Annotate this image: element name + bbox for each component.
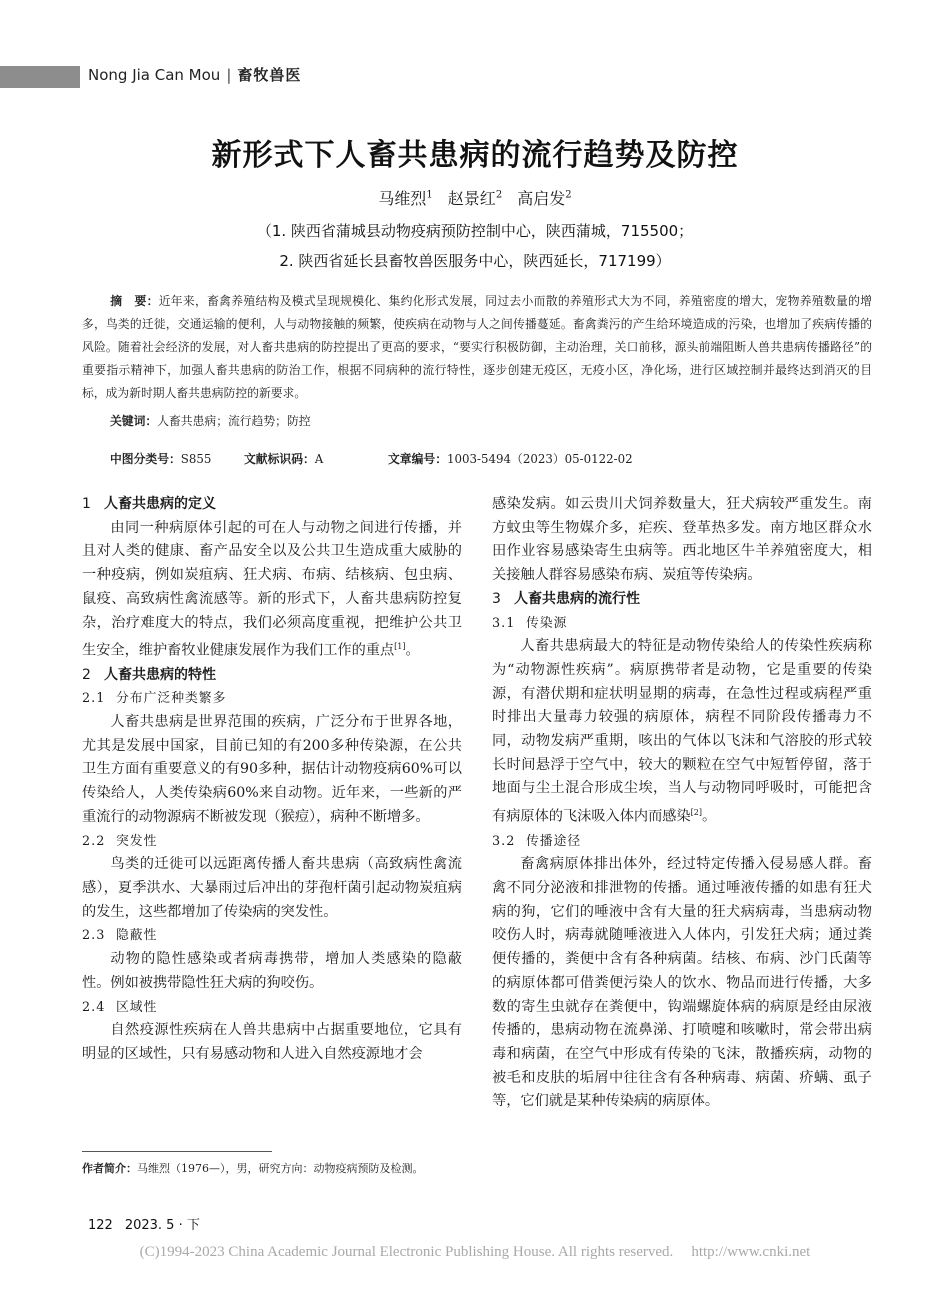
page-number: 122 (88, 1218, 113, 1233)
paragraph: 人畜共患病最大的特征是动物传染给人的传染性疾病称为“动物源性疾病”。病原携带者是动物，它是重要的传染源，有潜伏期和症状明显期的病毒，在急性过程或病程严重时排出大量毒力较强的病原体，病程不同阶段传播毒力不同，动物发病严重期，咳出的气体以飞沫和气溶胶的形式较长时间悬浮于空气中，较大的颗粒在空气中短暂停留，落于地面与尘土混合形成尘埃，当人与动物同呼吸时，可能把含有病原体的飞沫吸入体内而感染[2]。 (492, 638, 872, 825)
issue-info: 2023. 5 · 下 (124, 1218, 200, 1233)
page-footer (88, 1214, 200, 1233)
footnote-text: 马维烈（1976—），男，研究方向：动物疫病预防及检测。 (137, 1162, 424, 1175)
copyright-text: (C)1994-2023 China Academic Journal Electronic Publishing House. All rights reserved. (139, 1244, 674, 1260)
keywords-label: 关键词： (110, 414, 158, 428)
article-title: 新形式下人畜共患病的流行趋势及防控 (211, 138, 739, 173)
subsection-heading: 3.2 传播途径 (492, 833, 582, 849)
footnote-rule (82, 1151, 272, 1152)
right-column (492, 493, 872, 1114)
subsection-heading: 3.1 传染源 (492, 615, 568, 631)
left-column (82, 493, 462, 1067)
paragraph: 由同一种病原体引起的可在人与动物之间进行传播，并且对人类的健康、畜产品安全以及公共卫生造成重大威胁的一种疫病，例如炭疽病、狂犬病、布病、结核病、包虫病、鼠疫、高致病性禽流感等。新的形式下，人畜共患病防控复杂，治疗难度大的特点，我们必须高度重视，把维护公共卫生安全，维护畜牧业健康发展作为我们工作的重点[1]。 (82, 519, 462, 659)
affiliation-line: 2. 陕西省延长县畜牧兽医服务中心，陕西延长，717199） (279, 252, 671, 270)
section-name: 畜牧兽医 (237, 66, 302, 84)
subsection-heading: 2.1 分布广泛种类繁多 (82, 691, 227, 707)
clc-number: S855 (180, 452, 212, 466)
keywords (110, 412, 311, 429)
doc-code-label: 文献标识码： (244, 452, 315, 466)
citation: [2] (690, 808, 702, 818)
journal-name: Nong Jia Can Mou (88, 66, 221, 84)
paragraph-continued: 感染发病。如云贵川犬饲养数量大，狂犬病较严重发生。南方蚊虫等生物媒介多，疟疾、登革热多发。南方地区群众水田作业容易感染寄生虫病等。西北地区牛羊养殖密度大，相关接触人群容易感染布病、炭疽等传染病。 (492, 496, 872, 584)
paragraph: 鸟类的迁徙可以远距离传播人畜共患病（高致病性禽流感），夏季洪水、大暴雨过后冲出的芽孢杆菌引起动物炭疽病的发生，这些都增加了传染病的突发性。 (82, 856, 462, 920)
section-heading: 3 人畜共患病的流行性 (492, 590, 640, 607)
author: 高启发$^2$ (517, 189, 572, 208)
header-bar (0, 66, 80, 88)
cnki-link[interactable]: http://www.cnki.net (691, 1244, 811, 1260)
abstract-label: 摘 要： (110, 294, 159, 308)
author-list (0, 186, 950, 209)
running-header (88, 64, 301, 85)
author: 赵景红$^2$ (447, 189, 503, 208)
abstract (82, 290, 872, 405)
citation: [1] (394, 642, 406, 652)
subsection-heading: 2.3 隐蔽性 (82, 928, 158, 944)
article-number-label: 文章编号： (388, 452, 447, 466)
section-heading: 2 人畜共患病的特性 (82, 666, 216, 683)
paragraph: 畜禽病原体排出体外，经过特定传播入侵易感人群。畜禽不同分泌液和排泄物的传播。通过唾液传播的如患有狂犬病的狗，它们的唾液中含有大量的狂犬病病毒，当患病动物咬伤人时，病毒就随唾液进入人体内，引发狂犬病；通过粪便传播的，粪便中含有各种病菌。结核、布病、沙门氏菌等的病原体都可借粪便污染人的饮水、物品而进行传播，大多数的寄生虫就存在粪便中，钩端螺旋体病的病原是经由尿液传播的，患病动物在流鼻涕、打喷嚏和咳嗽时，常会带出病毒和病菌，在空气中形成有传染的飞沫，散播疾病，动物的被毛和皮肤的垢屑中往往含有各种病毒、病菌、疥螨、虱子等，它们就是某种传染病的病原体。 (492, 856, 872, 1110)
paragraph: 人畜共患病是世界范围的疾病，广泛分布于世界各地，尤其是发展中国家，目前已知的有200多种传染源，在公共卫生方面有重要意义的有90多种，据估计动物疫病60%可以传染给人，人类传染病60%来自动物。近年来，一些新的严重流行的动物源病不断被发现（猴痘），病种不断增多。 (82, 714, 462, 825)
copyright-notice (0, 1244, 950, 1261)
subsection-heading: 2.4 区域性 (82, 999, 158, 1015)
footnote-label: 作者简介： (82, 1162, 137, 1175)
clc-label: 中图分类号： (110, 452, 181, 466)
header-separator: | (226, 66, 232, 84)
affiliation-line: （1. 陕西省蒲城县动物疫病预防控制中心，陕西蒲城，715500； (256, 222, 694, 240)
article-number: 1003-5494（2023）05-0122-02 (447, 452, 633, 466)
paragraph: 自然疫源性疾病在人兽共患病中占据重要地位，它具有明显的区域性，只有易感动物和人进入自然疫源地才会 (82, 1022, 462, 1062)
paragraph: 动物的隐性感染或者病毒携带，增加人类感染的隐蔽性。例如被携带隐性狂犬病的狗咬伤。 (82, 951, 462, 991)
classification-info (110, 450, 633, 467)
author: 马维烈$^1$ (378, 189, 433, 208)
author-footnote (82, 1160, 424, 1176)
abstract-text: 近年来，畜禽养殖结构及模式呈现规模化、集约化形式发展，同过去小而散的养殖形式大为不同，养殖密度的增大，宠物养殖数量的增多，鸟类的迁徙，交通运输的便利，人与动物接触的频繁，使疾病在动物与人之间传播蔓延。畜禽粪污的产生给环境造成的污染，也增加了疾病传播的风险。随着社会经济的发展，对人畜共患病的防控提出了更高的要求，“要实行积极防御，主动治理，关口前移，源头前端阻断人兽共患病传播路径”的重要指示精神下，加强人畜共患病的防治工作，根据不同病种的流行特性，逐步创建无疫区，无疫小区，净化场，进行区域控制并最终达到消灭的目标，成为新时期人畜共患病防控的新要求。 (82, 294, 872, 400)
section-heading: 1 人畜共患病的定义 (82, 496, 216, 512)
doc-code: A (314, 452, 324, 466)
keywords-text: 人畜共患病；流行趋势；防控 (157, 414, 311, 428)
subsection-heading: 2.2 突发性 (82, 833, 158, 849)
